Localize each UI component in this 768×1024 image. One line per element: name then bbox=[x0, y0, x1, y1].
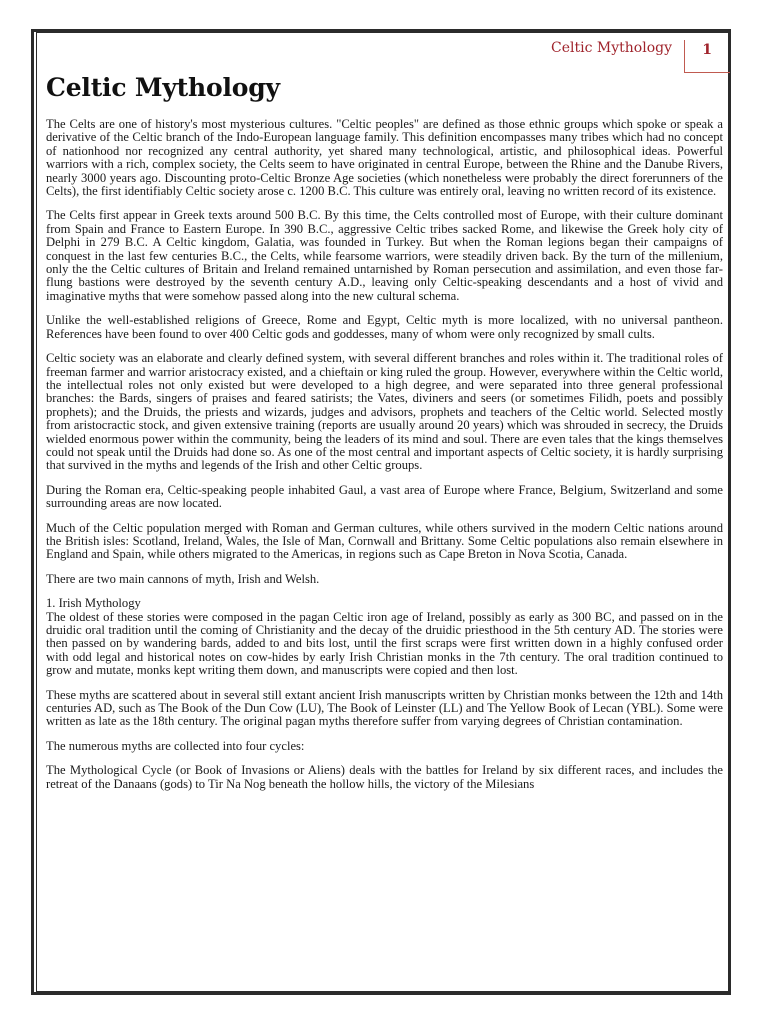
paragraph-intro: The Celts are one of history's most mysterious cultures. "Celtic peoples" are defined as those ethnic groups which spoke or speak a derivative of the Celtic branch of the Indo-European language family. This definition encompasses many tribes which had no concept of nationhood nor recognized any central authority, yet shared many technological, artistic, and philosophical ideas. Powerful warriors with a rich, complex society, the Celts seem to have originated in central Europe, between the Rhine and the Danube Rivers, nearly 3000 years ago. Discounting proto-Celtic Bronze Age societies (which nonetheless were probably the direct forerunners of the Celts), the first identifiably Celtic society arose c. 1200 B.C. This culture was entirely oral, leaving no written record of its existence. bbox=[46, 117, 723, 199]
header-divider-vertical bbox=[684, 40, 685, 72]
paragraph-greek-texts: The Celts first appear in Greek texts around 500 B.C. By this time, the Celts controlled most of Europe, with their culture dominant from Spain and France to Eastern Europe. In 390 B.C., aggressive Celtic tribes sacked Rome, and likewise the Greek holy city of Delphi in 279 B.C. A Celtic kingdom, Galatia, was founded in Turkey. But when the Roman legions began their campaigns of conquest in the last few centuries B.C., the Celts, while fearsome warriors, were steadily driven back. By the turn of the millenium, only the the Celtic cultures of Britain and Ireland remained untarnished by Roman persecution and assimilation, and even those far-flung bastions were destroyed by the seventh century A.D., leaving only Celtic-speaking descendants and a host of vivid and imaginative myths that were somehow passed along into the new cultural schema. bbox=[46, 208, 723, 303]
paragraph-roman-era: During the Roman era, Celtic-speaking people inhabited Gaul, a vast area of Europe where France, Belgium, Switzerland and some surrounding areas are now located. bbox=[46, 482, 723, 511]
paragraph-irish-origins: The oldest of these stories were composed in the pagan Celtic iron age of Ireland, possibly as early as 300 BC, and passed on in the druidic oral tradition until the coming of Christianity and the decay of the druidic priesthood in the 5th century AD. The stories were then passed on by wandering bards, added to and bits lost, until the first scraps were first written down in a highly confused order with odd legal and historical notes on cow-hides by early Irish Christian monks in the 7th century. The oral tradition continued to grow and mutate, monks kept writing them down, and manuscripts were copied and then lost. bbox=[46, 609, 723, 678]
paragraph-celtic-society: Celtic society was an elaborate and clearly defined system, with several different branches and roles within it. The traditional roles of freeman farmer and warrior aristocracy existed, and a chieftain or king ruled the group. However, everywhere within the Celtic world, the intellectual roles not only existed but were developed to a high degree, and were separated into three general professional branches: the Bards, singers of praises and feared satirists; the Vates, diviners and seers (or sometimes Filidh, poets and possibly prophets); and the Druids, the priests and wizards, judges and advisors, prophets and teachers of the Celtic world. Selected mostly from aristocractic stock, and given extensive training (reports are usually around 20 years) which was shrouded in secrecy, the Druids wielded enormous power within the community, being the leaders of its mind and soul. There are even tales that the kings themselves could not speak until the Druids had done so. As one of the most central and important aspects of Celtic society, it is hardly surprising that survived in the myths and legends of the Irish and other Celtic groups. bbox=[46, 351, 723, 473]
paragraph-pantheon: Unlike the well-established religions of Greece, Rome and Egypt, Celtic myth is more localized, with no universal pantheon. References have been found to over 400 Celtic gods and goddesses, many of whom were only recognized by small cults. bbox=[46, 313, 723, 341]
paragraph-four-cycles: The numerous myths are collected into four cycles: bbox=[46, 738, 305, 753]
running-header-title: Celtic Mythology bbox=[551, 40, 672, 56]
running-header bbox=[500, 38, 730, 74]
document-body bbox=[46, 72, 723, 987]
page-number: 1 bbox=[702, 42, 712, 58]
section-heading-irish-mythology: 1. Irish Mythology bbox=[46, 596, 141, 611]
page-title: Celtic Mythology bbox=[46, 73, 280, 102]
paragraph-celtic-population: Much of the Celtic population merged with Roman and German cultures, while others survived in the modern Celtic nations around the British isles: Scotland, Ireland, Wales, the Isle of Man, Cornwall and Brittany. Some Celtic populations also remain elsewhere in England and Spain, while others migrated to the Americas, in regions such as Cape Breton in Nova Scotia, Canada. bbox=[46, 520, 723, 562]
paragraph-mythological-cycle: The Mythological Cycle (or Book of Invasions or Aliens) deals with the battles for Ireland by six different races, and includes the retreat of the Danaans (gods) to Tir Na Nog beneath the hollow hills, the victory of the Milesians bbox=[46, 763, 723, 791]
paragraph-manuscripts: These myths are scattered about in several still extant ancient Irish manuscripts written by Christian monks between the 12th and 14th centuries AD, such as The Book of the Dun Cow (LU), The Book of Leinster (LL) and The Yellow Book of Lecan (YBL). Some were written as late as the 18th century. The original pagan myths therefore suffer from varying degrees of Christian contamination. bbox=[46, 687, 723, 729]
paragraph-two-cannons: There are two main cannons of myth, Irish and Welsh. bbox=[46, 571, 320, 586]
